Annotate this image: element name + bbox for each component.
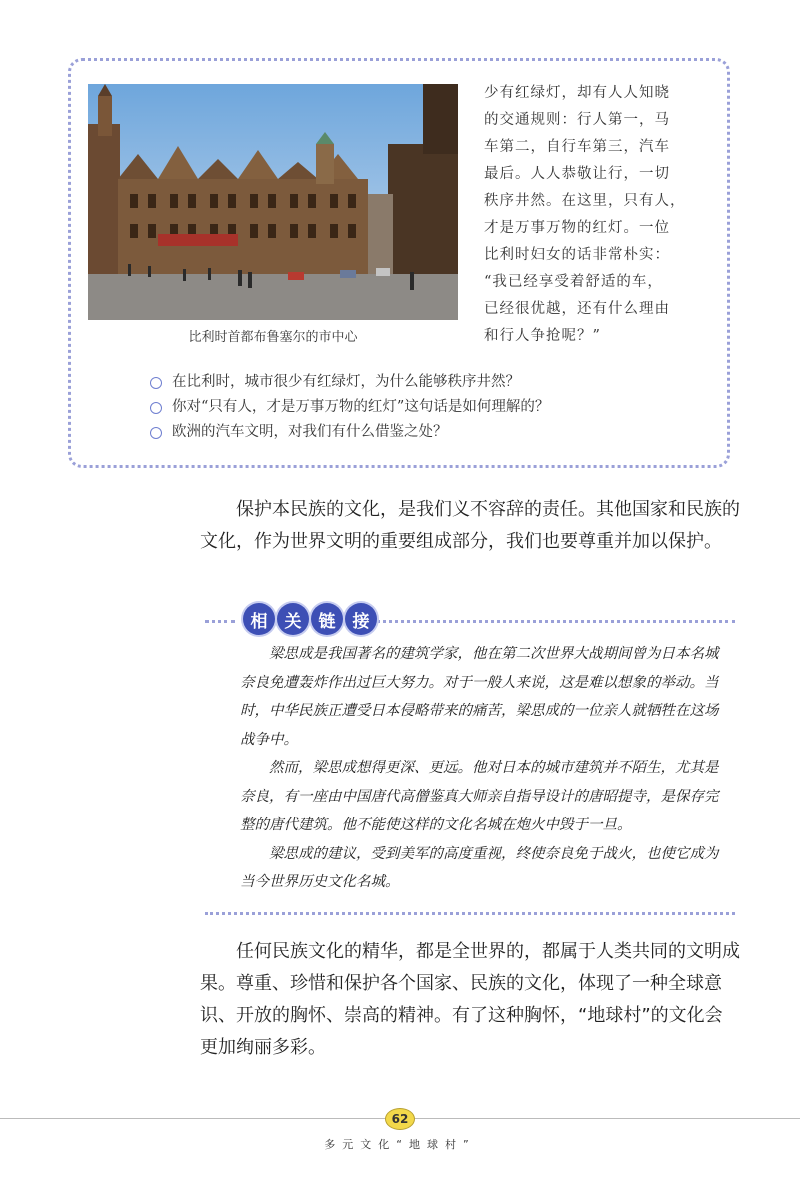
divider-dotted [205, 620, 235, 623]
page-number: 62 [385, 1108, 415, 1130]
badge-char: 相 [243, 603, 275, 635]
related-link-badge [243, 603, 377, 635]
badge-char: 接 [345, 603, 377, 635]
question-item [150, 370, 710, 395]
related-link-paragraph: 梁思成的建议，受到美军的高度重视，终使奈良免于战火，也使它成为当今世界历史文化名城。 [240, 845, 719, 890]
related-link-text [240, 640, 730, 897]
circle-bullet-icon [150, 402, 162, 414]
body-paragraph-2: 任何民族文化的精华，都是全世界的，都属于人类共同的文明成果。尊重、珍惜和保护各个国家、民族的文化，体现了一种全球意识、开放的胸怀、崇高的精神。有了这种胸怀，“地球村”的文化会更加绚丽多彩。 [200, 941, 740, 1058]
side-text-line: “我已经享受着舒适的车， [484, 274, 663, 290]
side-text-line: 才是万事万物的红灯。一位 [484, 220, 670, 236]
side-text-line: 秩序井然。在这里，只有人， [484, 193, 686, 209]
question-text: 欧洲的汽车文明，对我们有什么借鉴之处？ [172, 424, 448, 440]
side-text [484, 80, 720, 350]
circle-bullet-icon [150, 427, 162, 439]
brussels-photo [88, 84, 458, 320]
badge-char: 链 [311, 603, 343, 635]
question-list [150, 370, 710, 445]
side-text-line: 比利时妇女的话非常朴实： [484, 247, 670, 263]
city-square-illustration [88, 84, 458, 320]
question-item [150, 395, 710, 420]
question-item [150, 420, 710, 445]
body-paragraph-1: 保护本民族的文化，是我们义不容辞的责任。其他国家和民族的文化，作为世界文明的重要组成部分，我们也要尊重并加以保护。 [200, 499, 740, 552]
related-link-paragraph: 然而，梁思成想得更深、更远。他对日本的城市建筑并不陌生，尤其是奈良，有一座由中国唐代高僧鉴真大师亲自指导设计的唐昭提寺，是保存完整的唐代建筑。他不能使这样的文化名城在炮火中毁于一旦。 [240, 760, 719, 833]
photo-caption: 比利时首都布鲁塞尔的市中心 [188, 330, 358, 345]
divider-dotted [370, 620, 735, 623]
footer-title: 多元文化“地球村” [324, 1138, 476, 1151]
side-text-line: 的交通规则：行人第一，马 [484, 112, 670, 128]
side-text-line: 车第二，自行车第三，汽车 [484, 139, 670, 155]
side-text-line: 少有红绿灯，却有人人知晓 [484, 85, 670, 101]
related-link-paragraph: 梁思成是我国著名的建筑学家，他在第二次世界大战期间曾为日本名城奈良免遭轰炸作出过巨大努力。对于一般人来说，这是难以想象的举动。当时，中华民族正遭受日本侵略带来的痛苦，梁思成的一位亲人就牺牲在这场战争中。 [240, 646, 719, 748]
divider-dotted [205, 912, 735, 915]
badge-char: 关 [277, 603, 309, 635]
question-text: 在比利时，城市很少有红绿灯，为什么能够秩序井然？ [172, 374, 520, 390]
side-text-line: 和行人争抢呢？” [484, 328, 601, 344]
circle-bullet-icon [150, 377, 162, 389]
question-text: 你对“只有人，才是万事万物的红灯”这句话是如何理解的？ [172, 399, 550, 415]
side-text-line: 最后。人人恭敬让行，一切 [484, 166, 670, 182]
side-text-line: 已经很优越，还有什么理由 [484, 301, 670, 317]
